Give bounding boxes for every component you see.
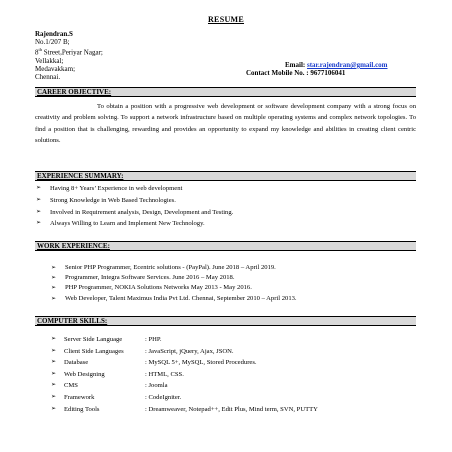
arrow-bullet-icon: ➢ [36,196,42,203]
address-block [35,30,103,82]
objective-paragraph [35,101,416,147]
section-heading-work-experience: WORK EXPERIENCE: [35,241,416,251]
list-item [36,218,233,230]
address-line-5: Chennai. [35,73,61,82]
skill-value: : Joomla [145,382,168,390]
list-item-text: PHP Programmer, NOKIA Solutions Networks May 2013 - May 2016. [65,284,252,292]
list-item [51,283,297,293]
address-line-1: No.1/207 B; [35,38,70,47]
skill-label: CMS [64,382,78,390]
list-item-text: Involved in Requirement analysis, Design, Development and Testing. [50,208,234,216]
skill-value: : MySQL 5+, MySQL, Stored Procedures. [145,359,257,367]
experience-summary-list [36,183,233,230]
address-line-2-suffix: th [38,47,43,53]
mobile-number: Contact Mobile No. : 9677106041 [246,69,346,78]
arrow-bullet-icon: ➢ [51,347,57,354]
arrow-bullet-icon: ➢ [51,382,57,389]
email-label: Email: [285,61,307,69]
address-line-3: Vellakkal; [35,56,64,65]
skill-label: Editing Tools [64,405,100,413]
email-row [246,61,388,69]
list-item [36,207,233,219]
list-item [51,273,297,283]
skill-value: : Dreamweaver, Notepad++, Edit Plus, Mind term, SVN, PUTTY [145,405,318,413]
address-line-2-number: 8 [35,48,39,57]
arrow-bullet-icon: ➢ [51,405,57,412]
arrow-bullet-icon: ➢ [51,275,57,282]
skill-value: : JavaScript, jQuery, Ajax, JSON. [145,347,234,355]
list-item [51,263,297,273]
skill-value: : PHP. [145,336,162,343]
arrow-bullet-icon: ➢ [51,370,57,377]
address-line-4: Medavakkam; [35,65,76,74]
skill-label: Web Designing [64,370,105,378]
arrow-bullet-icon: ➢ [36,185,42,191]
section-heading-computer-skills: COMPUTER SKILLS: [35,316,416,326]
email-link[interactable]: star.rajendran@gmail.com [306,61,388,69]
work-experience-list [51,263,297,304]
arrow-bullet-icon: ➢ [36,220,42,227]
skill-value: : HTML, CSS. [145,370,184,378]
arrow-bullet-icon: ➢ [51,359,57,366]
arrow-bullet-icon: ➢ [51,295,57,302]
list-item-text: Senior PHP Programmer, Ecentric solutions - (PayPal). June 2018 – April 2019. [65,264,276,271]
arrow-bullet-icon: ➢ [51,265,57,271]
section-heading-career-objective: CAREER OBJECTIVE: [35,87,416,97]
address-line-2 [35,46,103,57]
list-item [51,294,297,304]
resume-title: RESUME [207,15,245,24]
skill-label: Server Side Language [64,336,123,343]
arrow-bullet-icon: ➢ [51,285,57,292]
arrow-bullet-icon: ➢ [51,336,57,342]
list-item-text: Strong Knowledge in Web Based Technologies. [50,196,176,204]
objective-text: To obtain a position with a progressive web development or software development company with a strong focus on creativity and problem solving. To support a network infrastructure based on multiple operating systems and complex network topologies. To find a position that is challenging, rewarding and provides an opportunity to expand my knowledge and abilities in creating client centric solutions. [35,103,416,145]
list-item-text: Having 8+ Years’ Experience in web development [50,185,183,192]
list-item [36,195,233,207]
skill-label: Framework [64,393,95,401]
arrow-bullet-icon: ➢ [36,208,42,215]
skill-value: : CodeIgniter. [145,393,182,401]
list-item-text: Web Developer, Talent Maximus India Pvt Ltd. Chennai, September 2010 – April 2013. [65,294,297,302]
list-item-text: Always Willing to Learn and Implement New Technology. [50,220,205,228]
list-item-text: Programmer, Integra Software Services. June 2016 – May 2018. [65,274,235,282]
section-heading-experience-summary: EXPERIENCE SUMMARY: [35,171,416,181]
list-item [36,183,233,195]
skill-label: Database [64,359,89,367]
skill-label: Client Side Languages [64,347,124,355]
address-line-2-street: Street,Periyar Nagar; [42,48,103,57]
candidate-name: Rajendran.S [35,30,73,38]
arrow-bullet-icon: ➢ [51,393,57,400]
contact-block [246,61,388,77]
